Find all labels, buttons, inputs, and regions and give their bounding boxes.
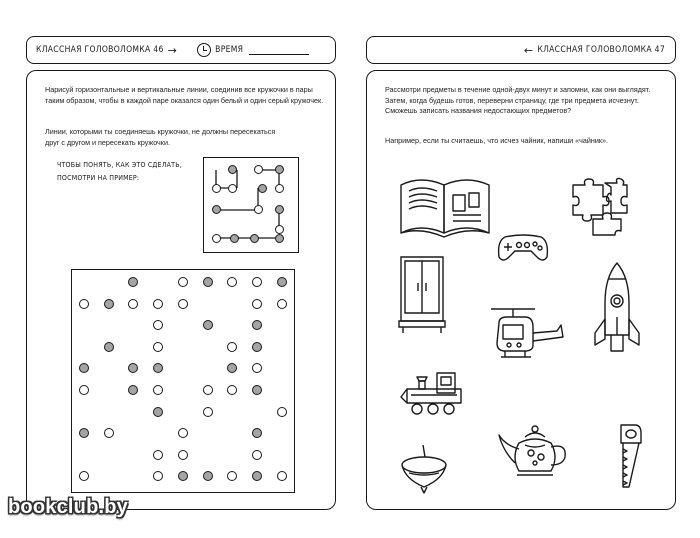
arrow-left-icon: ← (523, 43, 534, 57)
example-dot (275, 225, 284, 234)
white-circle[interactable] (104, 428, 114, 438)
white-circle[interactable] (178, 428, 188, 438)
wardrobe-icon (397, 253, 447, 335)
grey-circle[interactable] (252, 320, 262, 330)
grey-circle[interactable] (203, 277, 213, 287)
white-circle[interactable] (153, 450, 163, 460)
white-circle[interactable] (128, 299, 138, 309)
clock-icon (197, 43, 211, 57)
white-circle[interactable] (203, 407, 213, 417)
grey-circle[interactable] (79, 428, 89, 438)
white-circle[interactable] (153, 320, 163, 330)
white-circle[interactable] (79, 471, 89, 481)
example-dot (230, 234, 239, 243)
grey-circle[interactable] (252, 471, 262, 481)
example-dot (275, 184, 284, 193)
grey-circle[interactable] (104, 299, 114, 309)
grey-circle[interactable] (128, 385, 138, 395)
right-page-header (366, 36, 676, 64)
example-dot (228, 165, 237, 174)
grey-circle[interactable] (128, 277, 138, 287)
example-dot (258, 184, 267, 193)
puzzle-grid[interactable] (71, 269, 295, 493)
rocket-icon (591, 259, 643, 359)
grey-circle[interactable] (153, 407, 163, 417)
example-hint (57, 159, 182, 185)
white-circle[interactable] (227, 342, 237, 352)
left-instructions-2: Линии, которыми ты соединяешь кружочки, не должны пересекаться друг с другом и пересекать кружочки. (45, 127, 276, 147)
example-dot (212, 234, 221, 243)
grey-circle[interactable] (79, 363, 89, 373)
grey-circle[interactable] (227, 363, 237, 373)
white-circle[interactable] (252, 450, 262, 460)
time-label: ВРЕМЯ (215, 45, 244, 55)
arrow-right-icon: → (167, 43, 178, 57)
example-dot (275, 234, 284, 243)
grey-circle[interactable] (153, 363, 163, 373)
example-hint-line1: ЧТОБЫ ПОНЯТЬ, КАК ЭТО СДЕЛАТЬ, (57, 161, 182, 169)
grey-circle[interactable] (277, 277, 287, 287)
right-page-panel (366, 70, 676, 510)
example-dot (212, 205, 221, 214)
white-circle[interactable] (277, 407, 287, 417)
right-header-title: КЛАССНАЯ ГОЛОВОЛОМКА 47 (537, 45, 665, 55)
white-circle[interactable] (277, 471, 287, 481)
grey-circle[interactable] (104, 342, 114, 352)
example-dot (254, 205, 263, 214)
right-instructions-1: Рассмотри предметы в течение одной-двух минут и запомни, как они выглядят. Затем, когда будешь готов, переверни страницу, где три предмета исчезнут. Сможешь записать названия недостающих предметов? (385, 85, 651, 115)
grey-circle[interactable] (252, 428, 262, 438)
book-icon (397, 171, 493, 241)
white-circle[interactable] (79, 299, 89, 309)
white-circle[interactable] (252, 277, 262, 287)
teapot-icon (495, 421, 575, 483)
white-circle[interactable] (277, 299, 287, 309)
game-controller-icon (495, 231, 551, 265)
white-circle[interactable] (227, 385, 237, 395)
puzzle-icon (567, 175, 631, 239)
white-circle[interactable] (153, 471, 163, 481)
white-circle[interactable] (178, 450, 188, 460)
white-circle[interactable] (252, 299, 262, 309)
white-circle[interactable] (153, 385, 163, 395)
left-instructions-1: Нарисуй горизонтальные и вертикальные линии, соединив все кружочки в пары таким образом, чтобы в каждой паре оказался один белый и один серый кружочек. (45, 85, 324, 105)
white-circle[interactable] (153, 342, 163, 352)
grey-circle[interactable] (203, 320, 213, 330)
white-circle[interactable] (203, 385, 213, 395)
watermark: bookclub.by (8, 496, 128, 518)
example-dot (228, 184, 237, 193)
example-dot (275, 205, 284, 214)
white-circle[interactable] (178, 299, 188, 309)
white-circle[interactable] (227, 277, 237, 287)
white-circle[interactable] (79, 385, 89, 395)
white-circle[interactable] (252, 363, 262, 373)
example-hint-line2: ПОСМОТРИ НА ПРИМЕР: (57, 174, 140, 182)
grey-circle[interactable] (252, 342, 262, 352)
example-dot (254, 165, 263, 174)
saw-icon (611, 421, 651, 491)
white-circle[interactable] (178, 277, 188, 287)
left-page-header (26, 36, 336, 64)
spinning-top-icon (397, 443, 451, 495)
example-dot (212, 184, 221, 193)
grey-circle[interactable] (178, 471, 188, 481)
example-dot (275, 165, 284, 174)
grey-circle[interactable] (128, 363, 138, 373)
white-circle[interactable] (153, 299, 163, 309)
left-header-title: КЛАССНАЯ ГОЛОВОЛОМКА 46 (36, 45, 164, 55)
grey-circle[interactable] (252, 385, 262, 395)
example-grid (203, 157, 299, 253)
helicopter-icon (485, 303, 567, 369)
time-input-line[interactable] (249, 45, 309, 55)
white-circle[interactable] (227, 471, 237, 481)
toy-train-icon (397, 367, 471, 417)
example-dot (250, 234, 259, 243)
right-instructions-2: Например, если ты считаешь, что исчез чайник, напиши «чайник». (385, 136, 609, 145)
left-page-panel (26, 70, 336, 510)
grey-circle[interactable] (203, 471, 213, 481)
